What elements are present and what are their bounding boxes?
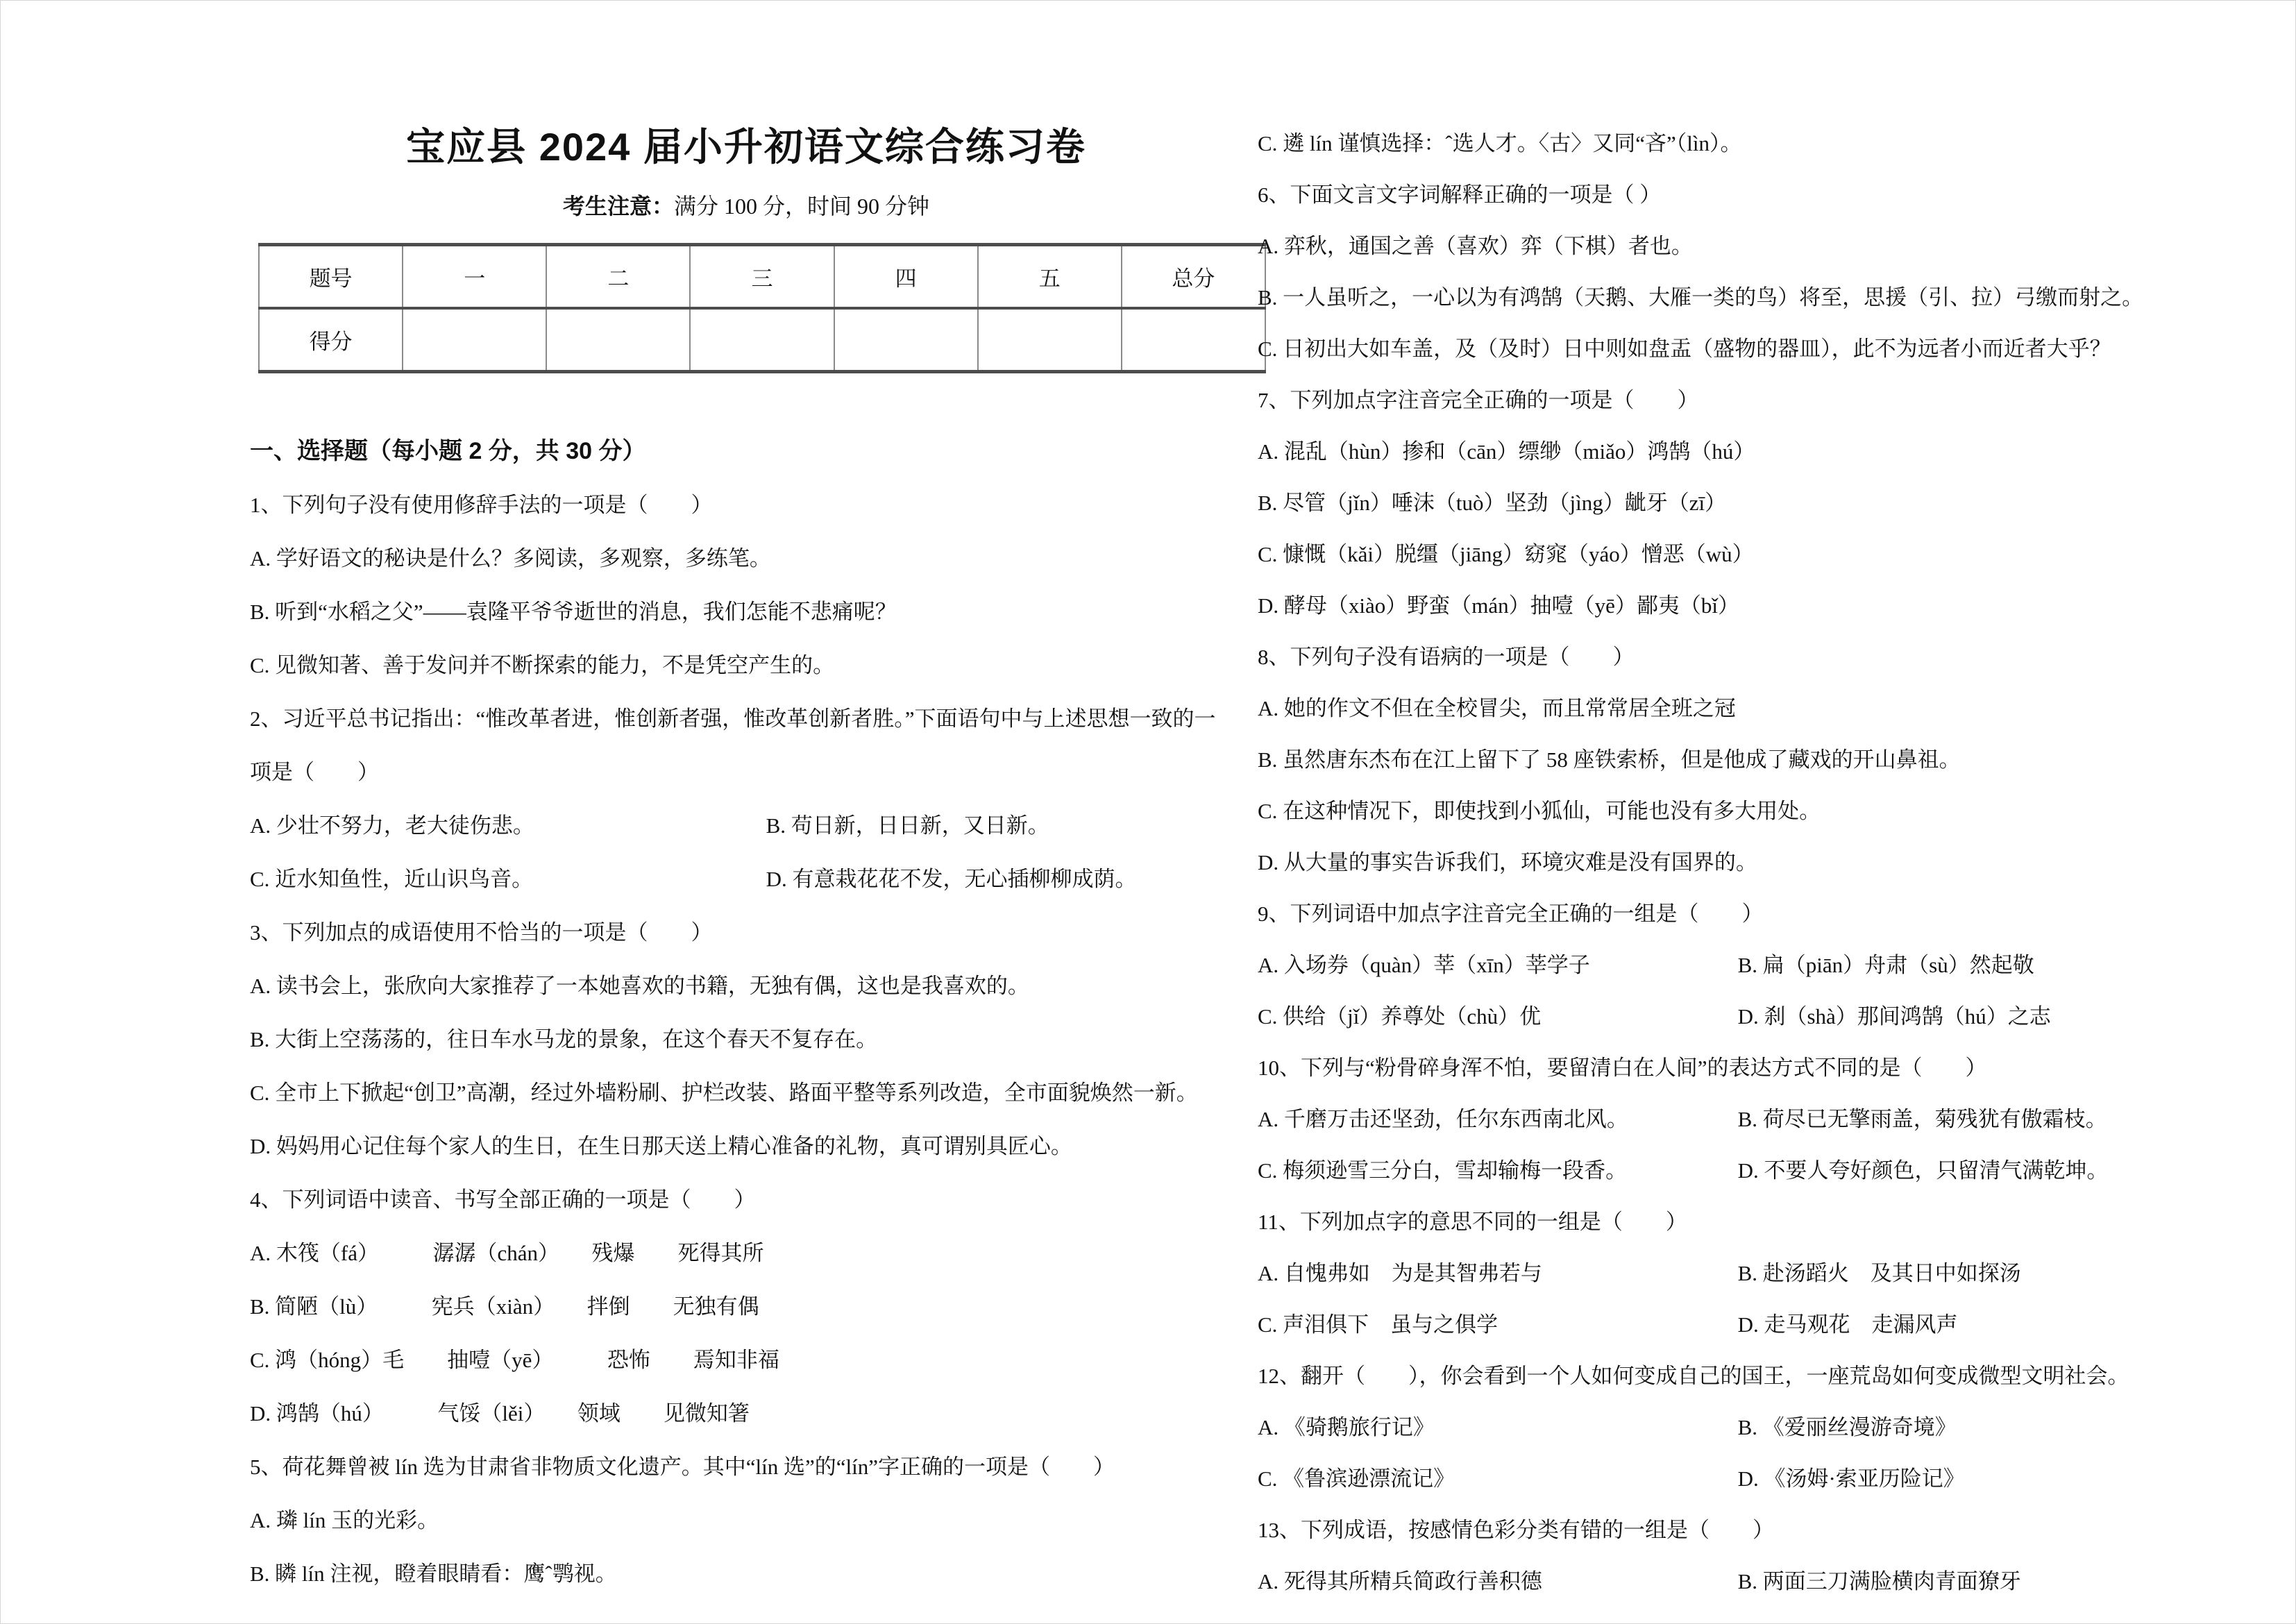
text-line: C. 遴 lín 谨慎选择：ˆ选人才。〈古〉又同“吝”（lìn）。 — [1258, 131, 1742, 155]
text-line: 5、荷花舞曾被 lín 选为甘肃省非物质文化遗产。其中“lín 选”的“lín”字正确的一项是（ ） — [250, 1455, 1115, 1479]
notice-label: 考生注意： — [562, 194, 674, 219]
option-left: A. 自愧弗如 为是其智弗若与 — [1258, 1261, 1542, 1285]
text-line: B. 大街上空荡荡的，往日车水马龙的景象，在这个春天不复存在。 — [250, 1027, 878, 1051]
text-line: C. 慷慨（kǎi）脱缰（jiāng）窈窕（yáo）憎恶（wù） — [1258, 542, 1754, 566]
question-number-cell: 五 — [978, 245, 1122, 309]
text-line: A. 她的作文不但在全校冒尖，而且常常居全班之冠 — [1258, 696, 1736, 720]
option-left: A. 《骑鹅旅行记》 — [1258, 1415, 1435, 1439]
option-left: C. 声泪俱下 虽与之俱学 — [1258, 1312, 1499, 1337]
exam-notice — [250, 189, 1242, 221]
text-line: 项是（ ） — [250, 760, 379, 784]
text-line: 1、下列句子没有使用修辞手法的一项是（ ） — [250, 493, 713, 517]
section-heading: 一、选择题（每小题 2 分，共 30 分） — [250, 438, 646, 464]
option-right: D. 刹（shà）那间鸿鹄（hú）之志 — [1737, 1004, 2051, 1029]
option-pair — [1258, 1402, 2181, 1453]
text-line: 9、下列词语中加点字注音完全正确的一组是（ ） — [1258, 902, 1764, 926]
text-line: A. 读书会上，张欣向大家推荐了一本她喜欢的书籍，无独有偶，这也是我喜欢的。 — [250, 974, 1029, 998]
option-right: B. 荷尽已无擎雨盖，菊残犹有傲霜枝。 — [1737, 1107, 2107, 1131]
text-line: D. 鸿鹄（hú） 气馁（lěi） 领域 见微知箸 — [250, 1401, 750, 1426]
text-line: 12、翻开（ ），你会看到一个人如何变成自己的国王，一座荒岛如何变成微型文明社会。 — [1258, 1364, 2129, 1388]
option-pair — [1258, 1299, 2181, 1351]
text-line: 4、下列词语中读音、书写全部正确的一项是（ ） — [250, 1187, 756, 1212]
option-left: A. 少壮不努力，老大徒伤悲。 — [250, 813, 534, 838]
option-right: B. 《爱丽丝漫游奇境》 — [1737, 1415, 1957, 1439]
score-empty-cell — [403, 308, 546, 372]
text-line: C. 鸿（hóng）毛 抽噎（yē） 恐怖 焉知非福 — [250, 1348, 779, 1372]
page-title: 宝应县 2024 届小升初语文综合练习卷 — [406, 125, 1086, 169]
option-left: C. 《鲁滨逊漂流记》 — [1258, 1466, 1455, 1491]
text-line: A. 混乱（hùn）掺和（cān）缥缈（miǎo）鸿鹄（hú） — [1258, 439, 1755, 464]
notice-text: 满分 100 分，时间 90 分钟 — [674, 194, 930, 219]
option-pair — [250, 852, 1242, 906]
option-pair — [1258, 1453, 2181, 1505]
text-line: A. 弈秋，通国之善（喜欢）弈（下棋）者也。 — [1258, 234, 1693, 258]
score-empty-cell — [546, 308, 690, 372]
left-column — [250, 425, 1242, 1600]
option-left: A. 千磨万击还坚劲，任尔东西南北风。 — [1258, 1107, 1628, 1131]
option-left: C. 梅须逊雪三分白，雪却输梅一段香。 — [1258, 1158, 1628, 1183]
text-line: 7、下列加点字注音完全正确的一项是（ ） — [1258, 388, 1699, 412]
option-right: D. 不要人夸好颜色，只留清气满乾坤。 — [1737, 1158, 2109, 1183]
text-line: 6、下面文言文字词解释正确的一项是（ ） — [1258, 183, 1662, 207]
score-empty-cell — [1122, 308, 1265, 372]
text-line: 2、习近平总书记指出：“惟改革者进，惟创新者强，惟改革创新者胜。”下面语句中与上述思想一致的一 — [250, 707, 1216, 731]
right-column — [1258, 118, 2181, 1607]
option-pair — [1258, 991, 2181, 1042]
text-line: B. 虽然唐东杰布在江上留下了 58 座铁索桥，但是他成了藏戏的开山鼻祖。 — [1258, 747, 1961, 772]
text-line: C. 见微知著、善于发问并不断探索的能力，不是凭空产生的。 — [250, 653, 835, 677]
option-pair — [1258, 1556, 2181, 1607]
text-line: 3、下列加点的成语使用不恰当的一项是（ ） — [250, 920, 713, 945]
text-line: C. 全市上下掀起“创卫”高潮，经过外墙粉刷、护栏改装、路面平整等系列改造，全市面貌焕然一新。 — [250, 1081, 1198, 1105]
option-right: D. 《汤姆·索亚历险记》 — [1737, 1466, 1965, 1491]
score-table-body — [259, 245, 1265, 372]
score-table-score-row — [259, 308, 1265, 372]
score-table-header-row — [259, 245, 1265, 309]
text-line: C. 日初出大如车盖，及（及时）日中则如盘盂（盛物的器皿），此不为远者小而近者大乎？ — [1258, 337, 2111, 361]
text-line: 8、下列句子没有语病的一项是（ ） — [1258, 645, 1635, 669]
option-left: C. 近水知鱼性，近山识鸟音。 — [250, 867, 534, 891]
option-pair — [250, 799, 1242, 852]
text-line: B. 简陋（lù） 宪兵（xiàn） 拌倒 无独有偶 — [250, 1294, 759, 1319]
text-line: B. 瞵 lín 注视，瞪着眼睛看：鹰ˆ鹗视。 — [250, 1562, 617, 1586]
score-empty-cell — [978, 308, 1122, 372]
text-line: D. 酵母（xiào）野蛮（mán）抽噎（yē）鄙夷（bǐ） — [1258, 593, 1740, 618]
option-pair — [1258, 1094, 2181, 1145]
option-left: C. 供给（jǐ）养尊处（chù）优 — [1258, 1004, 1542, 1029]
text-line: B. 尽管（jǐn）唾沫（tuò）坚劲（jìng）龇牙（zī） — [1258, 491, 1727, 515]
option-pair — [1258, 1145, 2181, 1196]
text-line: 11、下列加点字的意思不同的一组是（ ） — [1258, 1210, 1687, 1234]
score-table — [258, 243, 1266, 373]
option-pair — [1258, 940, 2181, 991]
question-number-cell: 总分 — [1122, 245, 1265, 309]
question-number-cell: 三 — [690, 245, 834, 309]
text-line: A. 学好语文的秘诀是什么？多阅读，多观察，多练笔。 — [250, 546, 771, 570]
text-line: A. 璘 lín 玉的光彩。 — [250, 1508, 439, 1532]
text-line: C. 在这种情况下，即使找到小狐仙，可能也没有多大用处。 — [1258, 799, 1821, 823]
text-line: D. 从大量的事实告诉我们，环境灾难是没有国界的。 — [1258, 850, 1757, 874]
option-pair — [1258, 1248, 2181, 1299]
question-number-cell: 二 — [546, 245, 690, 309]
option-right: D. 有意栽花花不发，无心插柳柳成荫。 — [766, 867, 1137, 891]
text-line: B. 听到“水稻之父”——袁隆平爷爷逝世的消息，我们怎能不悲痛呢？ — [250, 600, 897, 624]
option-right: D. 走马观花 走漏风声 — [1737, 1312, 1958, 1337]
option-right: B. 扁（piān）舟肃（sù）然起敬 — [1737, 953, 2034, 977]
option-right: B. 两面三刀满脸横肉青面獠牙 — [1737, 1569, 2021, 1593]
option-right: B. 苟日新，日日新，又日新。 — [766, 813, 1049, 838]
text-line: B. 一人虽听之，一心以为有鸿鹄（天鹅、大雁一类的鸟）将至，思援（引、拉）弓缴而射之。 — [1258, 285, 2144, 310]
text-line: D. 妈妈用心记住每个家人的生日，在生日那天送上精心准备的礼物，真可谓别具匠心。 — [250, 1134, 1072, 1158]
text-line: A. 木筏（fá） 潺潺（chán） 残爆 死得其所 — [250, 1241, 764, 1265]
question-number-cell: 四 — [834, 245, 978, 309]
text-line: 10、下列与“粉骨碎身浑不怕，要留清白在人间”的表达方式不同的是（ ） — [1258, 1056, 1987, 1080]
score-label-cell: 得分 — [259, 308, 403, 372]
option-right: B. 赴汤蹈火 及其日中如探汤 — [1737, 1261, 2021, 1285]
question-number-cell: 一 — [403, 245, 546, 309]
score-empty-cell — [834, 308, 978, 372]
option-left: A. 死得其所精兵简政行善积德 — [1258, 1569, 1542, 1593]
text-line: 13、下列成语，按感情色彩分类有错的一组是（ ） — [1258, 1518, 1774, 1542]
option-left: A. 入场券（quàn）莘（xīn）莘学子 — [1258, 953, 1590, 977]
question-label-cell: 题号 — [259, 245, 403, 309]
score-empty-cell — [690, 308, 834, 372]
